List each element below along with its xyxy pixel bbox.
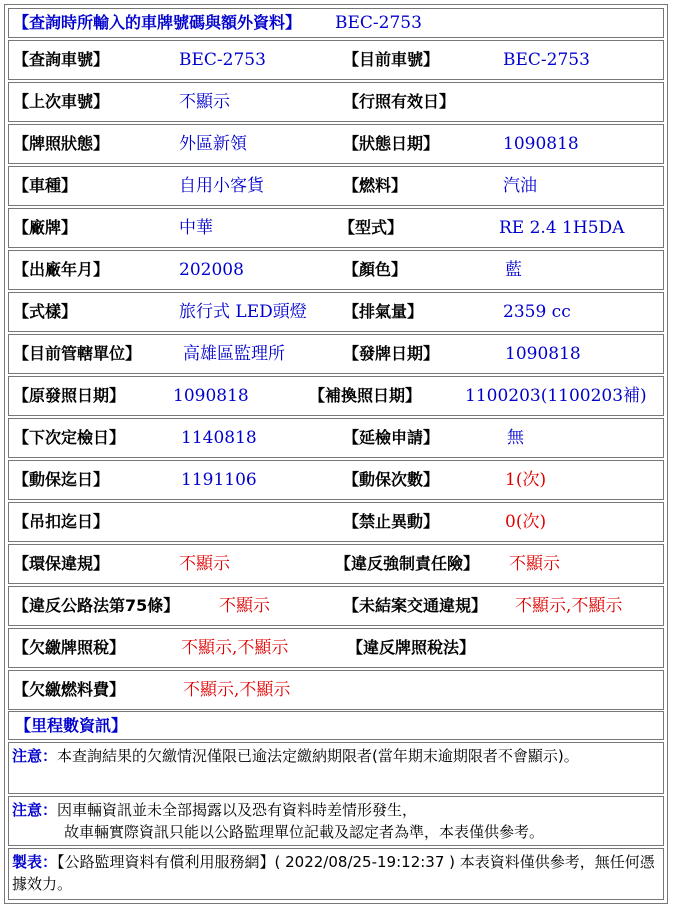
info-row (8, 82, 664, 122)
field-value: 1090818 (505, 344, 581, 364)
info-row (8, 502, 664, 542)
field-label: 【動保次數】 (343, 470, 440, 489)
field-value: 不顯示,不顯示 (181, 638, 289, 658)
field-label: 【環保違規】 (13, 554, 110, 573)
info-row (8, 124, 664, 164)
note-text: 本查詢結果的欠繳情況僅限已逾法定繳納期限者(當年期末逾期限者不會顯示)。 (57, 747, 579, 765)
field-label: 【動保迄日】 (13, 470, 110, 489)
field-label: 【目前車號】 (343, 50, 440, 69)
field-value: 藍 (505, 260, 522, 280)
field-label: 【出廠年月】 (13, 260, 110, 279)
field-value: 202008 (179, 260, 244, 280)
field-value: 1140818 (181, 428, 257, 448)
field-value: 汽油 (503, 176, 537, 196)
field-label: 【查詢車號】 (13, 50, 110, 69)
note-disclaimer (8, 796, 664, 846)
info-row (8, 292, 664, 332)
mileage-section (8, 711, 664, 740)
info-row (8, 334, 664, 374)
note-prefix: 注意： (12, 801, 58, 819)
field-value: 0(次) (505, 512, 547, 532)
info-row (8, 418, 664, 458)
info-row (8, 628, 664, 668)
field-value: 1100203(1100203補) (465, 386, 647, 406)
field-value: 不顯示 (179, 92, 230, 112)
field-value: 中華 (179, 218, 213, 238)
field-label: 【延檢申請】 (343, 428, 440, 447)
note-source (8, 848, 664, 900)
note-arrears (8, 742, 664, 794)
field-label: 【燃料】 (343, 176, 408, 195)
field-label: 【行照有效日】 (343, 92, 456, 111)
info-row (8, 586, 664, 626)
field-value: 不顯示 (509, 554, 560, 574)
header-title: 【查詢時所輸入的車牌號碼與額外資料】 (13, 13, 302, 32)
field-label: 【廠牌】 (13, 218, 78, 237)
field-label: 【牌照狀態】 (13, 134, 110, 153)
field-value: 1(次) (505, 470, 547, 490)
field-label: 【違反公路法第75條】 (13, 596, 180, 615)
field-label: 【欠繳燃料費】 (13, 680, 126, 699)
field-label: 【發牌日期】 (343, 344, 440, 363)
field-value: 不顯示,不顯示 (515, 596, 623, 616)
header-plate: BEC-2753 (335, 13, 422, 33)
field-value: BEC-2753 (179, 50, 266, 70)
note-line-1: 因車輛資訊並未全部揭露以及恐有資料時差情形發生， (57, 801, 418, 819)
field-label: 【式樣】 (13, 302, 78, 321)
field-label: 【狀態日期】 (343, 134, 440, 153)
field-value: 旅行式 LED頭燈 (179, 302, 307, 322)
field-label: 【下次定檢日】 (13, 428, 126, 447)
field-label: 【車種】 (13, 176, 78, 195)
field-value: BEC-2753 (503, 50, 590, 70)
note-prefix: 製表： (12, 853, 58, 871)
field-label: 【上次車號】 (13, 92, 110, 111)
field-label: 【違反牌照稅法】 (347, 638, 476, 657)
info-row (8, 250, 664, 290)
field-value: 1090818 (503, 134, 579, 154)
field-value: 不顯示,不顯示 (183, 680, 291, 700)
field-value: 高雄區監理所 (183, 344, 285, 364)
info-row (8, 376, 664, 416)
field-label: 【吊扣迄日】 (13, 512, 110, 531)
mileage-title: 【里程數資訊】 (15, 716, 128, 735)
field-value: 外區新領 (179, 134, 247, 154)
field-label: 【顏色】 (343, 260, 408, 279)
field-label: 【違反強制責任險】 (335, 554, 480, 573)
note-text: 【公路監理資料有償利用服務網】( 2022/08/25-19:12:37 ) 本表資料僅供參考，無任何憑據效力。 (12, 853, 655, 893)
field-label: 【型式】 (339, 218, 404, 237)
field-label: 【禁止異動】 (343, 512, 440, 531)
field-value: 2359 cc (503, 302, 571, 322)
info-row (8, 460, 664, 500)
info-row (8, 544, 664, 584)
field-value: RE 2.4 1H5DA (499, 218, 625, 238)
field-label: 【目前管轄單位】 (13, 344, 142, 363)
note-line-2: 故車輛實際資訊只能以公路監理單位記載及認定者為準，本表僅供參考。 (64, 823, 545, 841)
info-row (8, 40, 664, 80)
info-row (8, 166, 664, 206)
field-label: 【排氣量】 (343, 302, 424, 321)
field-label: 【欠繳牌照稅】 (13, 638, 126, 657)
field-value: 不顯示 (219, 596, 270, 616)
field-value: 無 (507, 428, 524, 448)
field-label: 【未結案交通違規】 (343, 596, 488, 615)
field-label: 【補換照日期】 (309, 386, 422, 405)
note-prefix: 注意： (12, 747, 58, 765)
field-value: 不顯示 (179, 554, 230, 574)
field-label: 【原發照日期】 (13, 386, 126, 405)
field-value: 1191106 (181, 470, 257, 490)
info-row (8, 208, 664, 248)
report-header (8, 8, 664, 38)
field-value: 1090818 (173, 386, 249, 406)
info-row (8, 670, 664, 710)
field-value: 自用小客貨 (179, 176, 264, 196)
